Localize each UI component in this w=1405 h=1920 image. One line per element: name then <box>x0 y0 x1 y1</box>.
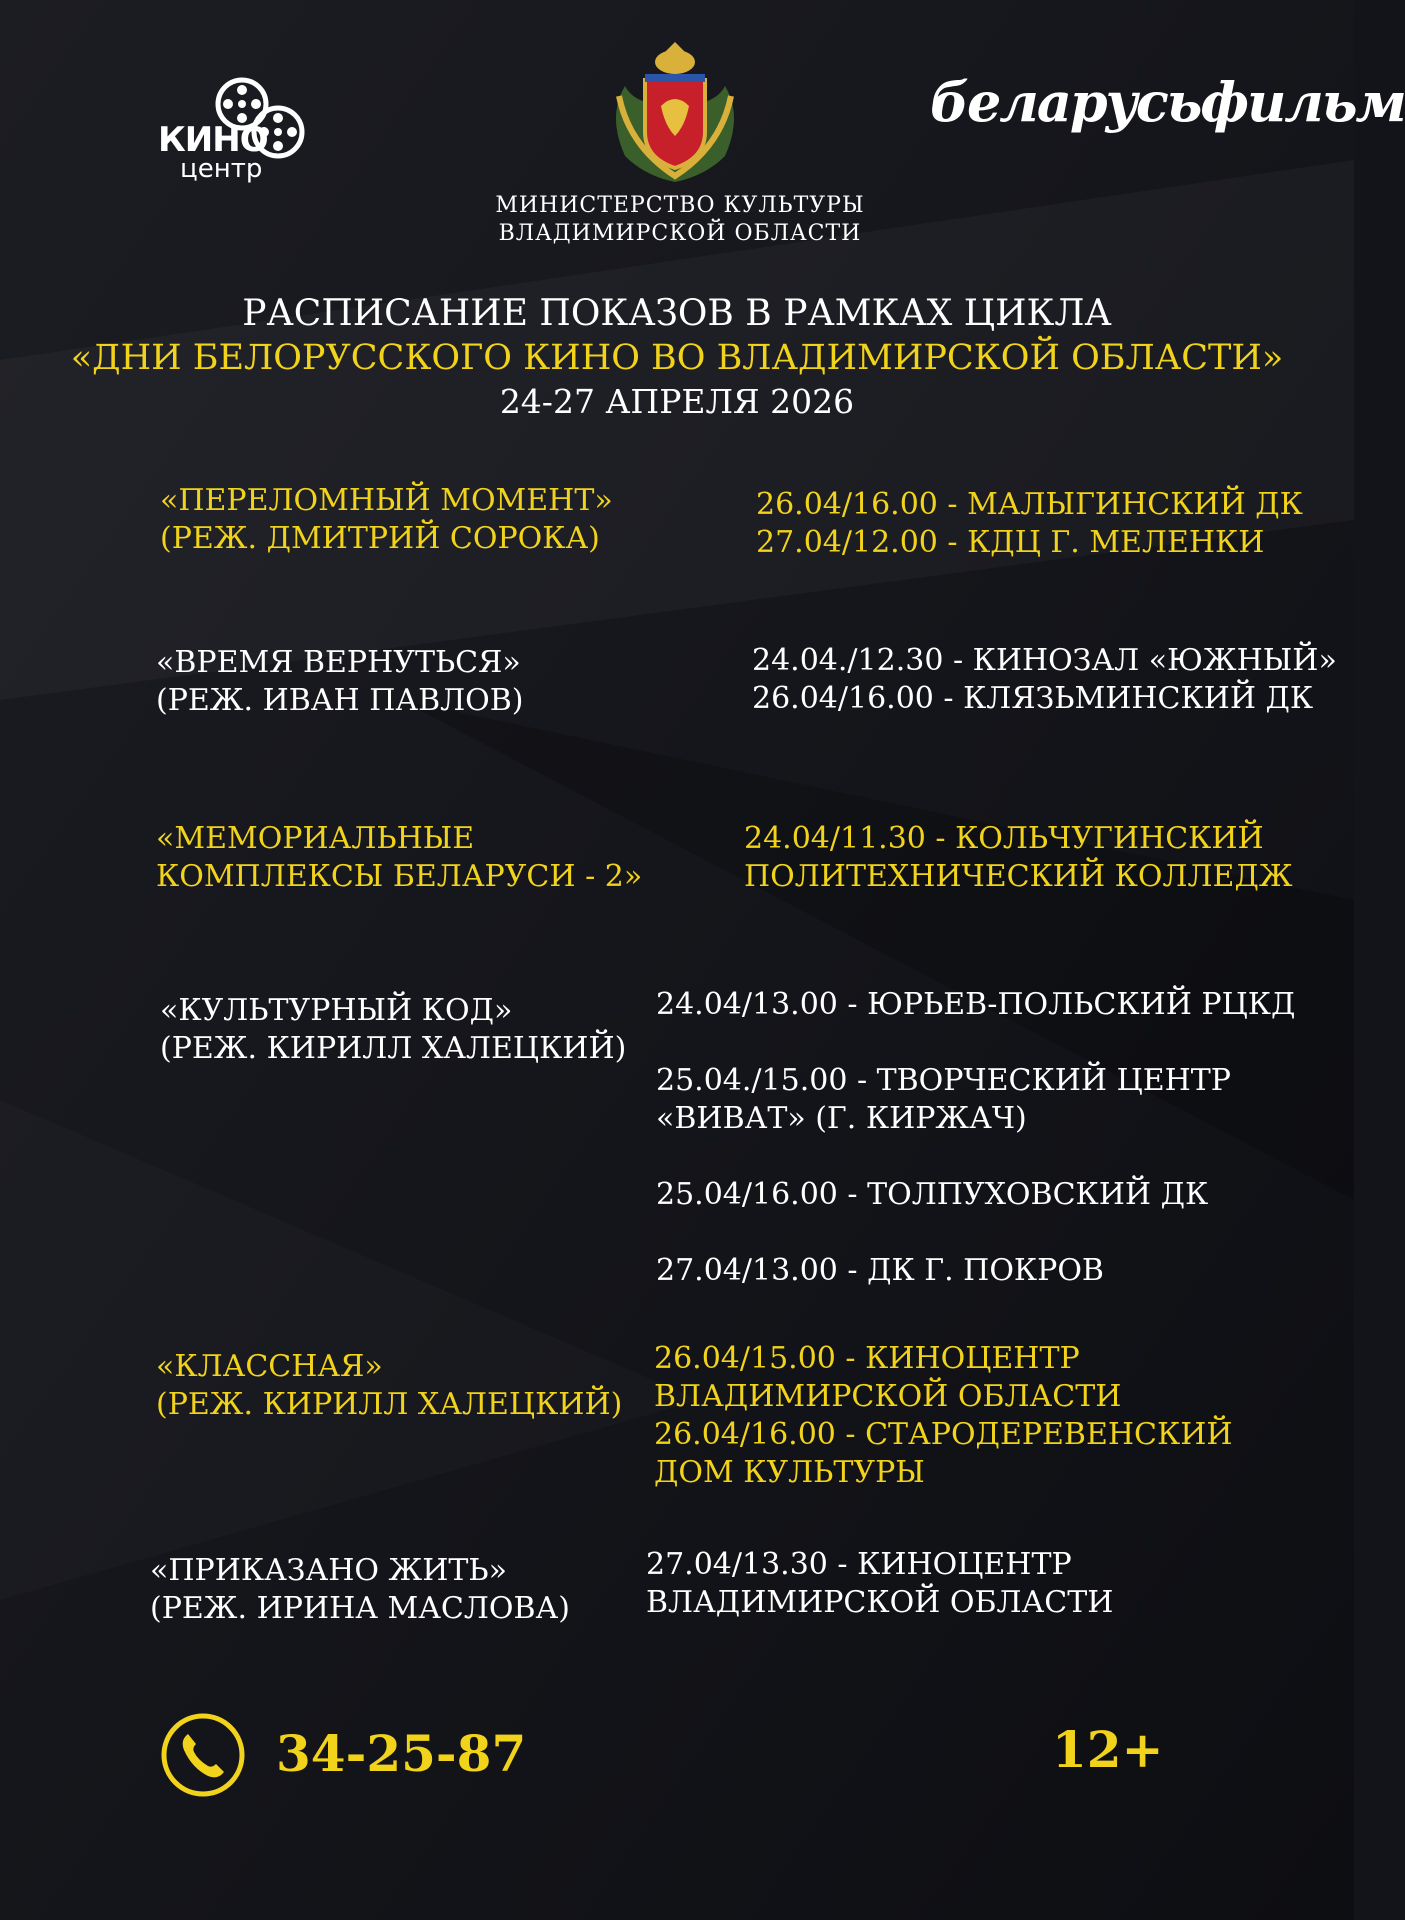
show-line: 24.04./12.30 - КИНОЗАЛ «ЮЖНЫЙ» <box>752 643 1337 678</box>
film-title-block <box>150 1552 570 1628</box>
show-line: ПОЛИТЕХНИЧЕСКИЙ КОЛЛЕДЖ <box>744 859 1293 894</box>
show-line: 25.04./15.00 - ТВОРЧЕСКИЙ ЦЕНТР <box>656 1063 1231 1098</box>
show-line: 26.04/16.00 - СТАРОДЕРЕВЕНСКИЙ <box>654 1417 1233 1452</box>
film-shows <box>654 1340 1233 1492</box>
film-shows <box>656 986 1295 1290</box>
show-line: ДОМ КУЛЬТУРЫ <box>654 1455 925 1490</box>
show-line: 27.04/12.00 - КДЦ Г. МЕЛЕНКИ <box>756 525 1265 560</box>
show-line: ВЛАДИМИРСКОЙ ОБЛАСТИ <box>654 1379 1122 1414</box>
title-line-1: РАСПИСАНИЕ ПОКАЗОВ В РАМКАХ ЦИКЛА <box>242 293 1112 334</box>
film-shows <box>756 486 1303 562</box>
title-line-2: «ДНИ БЕЛОРУССКОГО КИНО ВО ВЛАДИМИРСКОЙ ОБЛАСТИ» <box>70 338 1284 378</box>
page-title <box>40 292 1314 424</box>
show-line: 26.04/16.00 - МАЛЫГИНСКИЙ ДК <box>756 487 1303 522</box>
show-line: 24.04/13.00 - ЮРЬЕВ-ПОЛЬСКИЙ РЦКД <box>656 987 1296 1022</box>
show-line: 24.04/11.30 - КОЛЬЧУГИНСКИЙ <box>744 821 1264 856</box>
belarusfilm-logo: беларусьфильм <box>930 70 1405 134</box>
film-director: (РЕЖ. ИВАН ПАВЛОВ) <box>156 683 524 718</box>
show-line: 26.04/15.00 - КИНОЦЕНТР <box>654 1341 1080 1376</box>
show-line: 27.04/13.00 - ДК Г. ПОКРОВ <box>656 1253 1104 1288</box>
phone-icon <box>160 1712 246 1798</box>
film-director: КОМПЛЕКСЫ БЕЛАРУСИ - 2» <box>156 859 643 894</box>
kinocentr-logo <box>150 70 330 190</box>
film-title-block <box>160 992 626 1068</box>
film-title-block <box>156 644 524 720</box>
film-title: «ПЕРЕЛОМНЫЙ МОМЕНТ» <box>160 483 613 518</box>
ministry-line-1: МИНИСТЕРСТВО КУЛЬТУРЫ <box>495 193 865 218</box>
title-dates: 24-27 АПРЕЛЯ 2026 <box>499 382 855 421</box>
ministry-label <box>420 192 940 248</box>
centr-word: центр <box>180 154 263 184</box>
ministry-line-2: ВЛАДИМИРСКОЙ ОБЛАСТИ <box>498 221 862 246</box>
film-director: (РЕЖ. ДМИТРИЙ СОРОКА) <box>160 521 600 556</box>
phone-number[interactable]: 34-25-87 <box>276 1724 527 1783</box>
film-title: «ВРЕМЯ ВЕРНУТЬСЯ» <box>156 645 521 680</box>
film-director: (РЕЖ. КИРИЛЛ ХАЛЕЦКИЙ) <box>160 1031 627 1066</box>
show-line: «ВИВАТ» (Г. КИРЖАЧ) <box>656 1101 1027 1136</box>
film-director: (РЕЖ. ИРИНА МАСЛОВА) <box>150 1591 570 1626</box>
film-director: (РЕЖ. КИРИЛЛ ХАЛЕЦКИЙ) <box>156 1387 623 1422</box>
show-line: 27.04/13.30 - КИНОЦЕНТР <box>646 1547 1072 1582</box>
show-line: 25.04/16.00 - ТОЛПУХОВСКИЙ ДК <box>656 1177 1209 1212</box>
film-title: «ПРИКАЗАНО ЖИТЬ» <box>150 1553 507 1588</box>
film-title: «КУЛЬТУРНЫЙ КОД» <box>160 993 513 1028</box>
film-title-block <box>156 1348 622 1424</box>
kino-word: КИНО <box>158 120 268 160</box>
film-title: «МЕМОРИАЛЬНЫЕ <box>156 821 475 856</box>
film-title-block <box>160 482 613 558</box>
film-title: «КЛАССНАЯ» <box>156 1349 383 1384</box>
film-shows <box>744 820 1293 896</box>
film-shows <box>752 642 1337 718</box>
age-rating-badge: 12+ <box>1052 1720 1164 1779</box>
show-line: 26.04/16.00 - КЛЯЗЬМИНСКИЙ ДК <box>752 681 1314 716</box>
show-line: ВЛАДИМИРСКОЙ ОБЛАСТИ <box>646 1585 1114 1620</box>
film-title-block <box>156 820 642 896</box>
coat-of-arms-icon <box>605 36 745 186</box>
film-shows <box>646 1546 1113 1622</box>
